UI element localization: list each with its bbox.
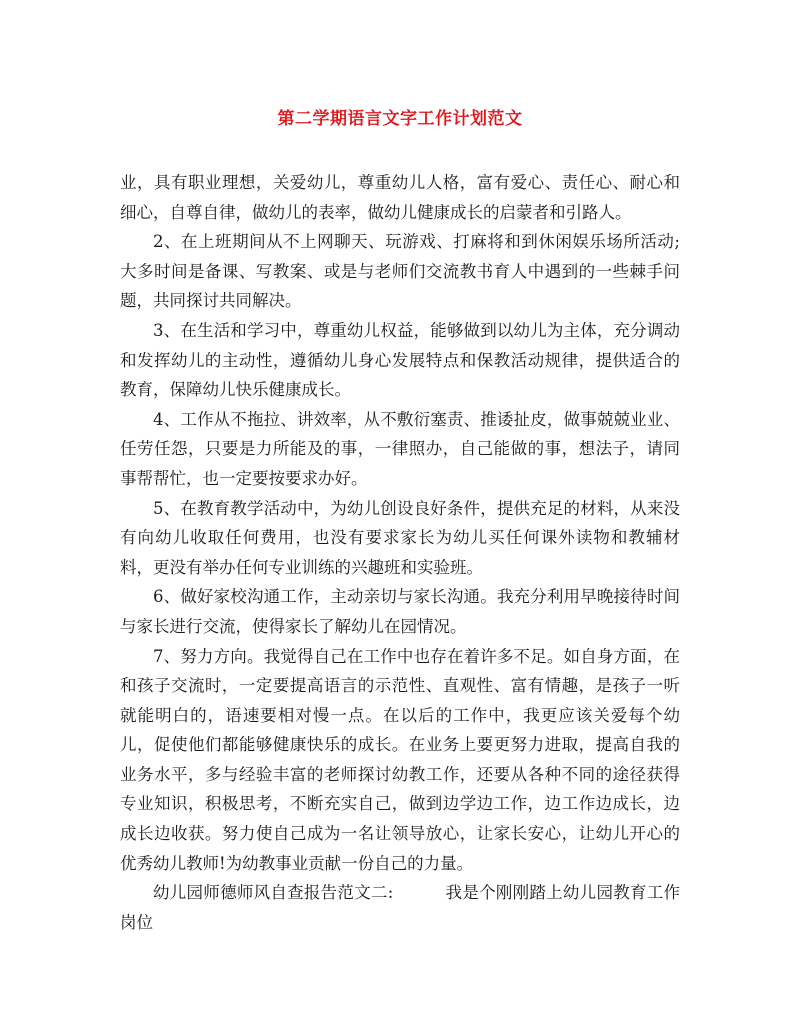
- paragraph-item-6: 6、做好家校沟通工作，主动亲切与家长沟通。我充分利用早晚接待时间与家长进行交流，使得家长了解幼儿在园情况。: [120, 587, 680, 636]
- document-title: 第二学期语言文字工作计划范文: [277, 109, 523, 129]
- section-heading-text: 幼儿园师德师风自查报告范文二:: [153, 883, 394, 903]
- paragraph-item-2: 2、在上班期间从不上网聊天、玩游戏、打麻将和到休闲娱乐场所活动;大多时间是备课、写教案、或是与老师们交流教书育人中遇到的一些棘手问题，共同探讨共同解决。: [120, 232, 680, 311]
- paragraph-item-3: 3、在生活和学习中，尊重幼儿权益，能够做到以幼儿为主体，充分调动和发挥幼儿的主动性，遵循幼儿身心发展特点和保教活动规律，提供适合的教育，保障幼儿快乐健康成长。: [120, 320, 680, 400]
- paragraph-item-4: 4、工作从不拖拉、讲效率，从不敷衍塞责、推诿扯皮，做事兢兢业业、任劳任怨，只要是力所能及的事，一律照办，自己能做的事，想法子，请同事帮帮忙，也一定要按要求办好。: [120, 409, 680, 488]
- document-body: [120, 168, 680, 937]
- paragraph-item-7: 7、努力方向。我觉得自己在工作中也存在着许多不足。如自身方面，在和孩子交流时，一定要提高语言的示范性、直观性、富有情趣，是孩子一听就能明白的，语速要相对慢一点。在以后的工作中，我更应该关爱每个幼儿，促使他们都能够健康快乐的成长。在业务上要更努力进取，提高自我的业务水平，多与经验丰富的老师探讨幼教工作，还要从各种不同的途径获得专业知识，积极思考，不断充实自己，做到边学边工作，边工作边成长，边成长边收获。努力使自己成为一名让领导放心，让家长安心，让幼儿开心的优秀幼儿教师!为幼教事业贡献一份自己的力量。: [120, 646, 680, 873]
- paragraph-next-section: [120, 878, 680, 937]
- paragraph-continuation: 业，具有职业理想，关爱幼儿，尊重幼儿人格，富有爱心、责任心、耐心和细心，自尊自律，做幼儿的表率，做幼儿健康成长的启蒙者和引路人。: [120, 173, 680, 222]
- section-opening-text: 我是个刚刚踏上幼儿园教育工作岗位: [120, 883, 680, 932]
- paragraph-item-5: 5、在教育教学活动中，为幼儿创设良好条件，提供充足的材料，从来没有向幼儿收取任何费用，也没有要求家长为幼儿买任何课外读物和教辅材料，更没有举办任何专业训练的兴趣班和实验班。: [120, 498, 680, 577]
